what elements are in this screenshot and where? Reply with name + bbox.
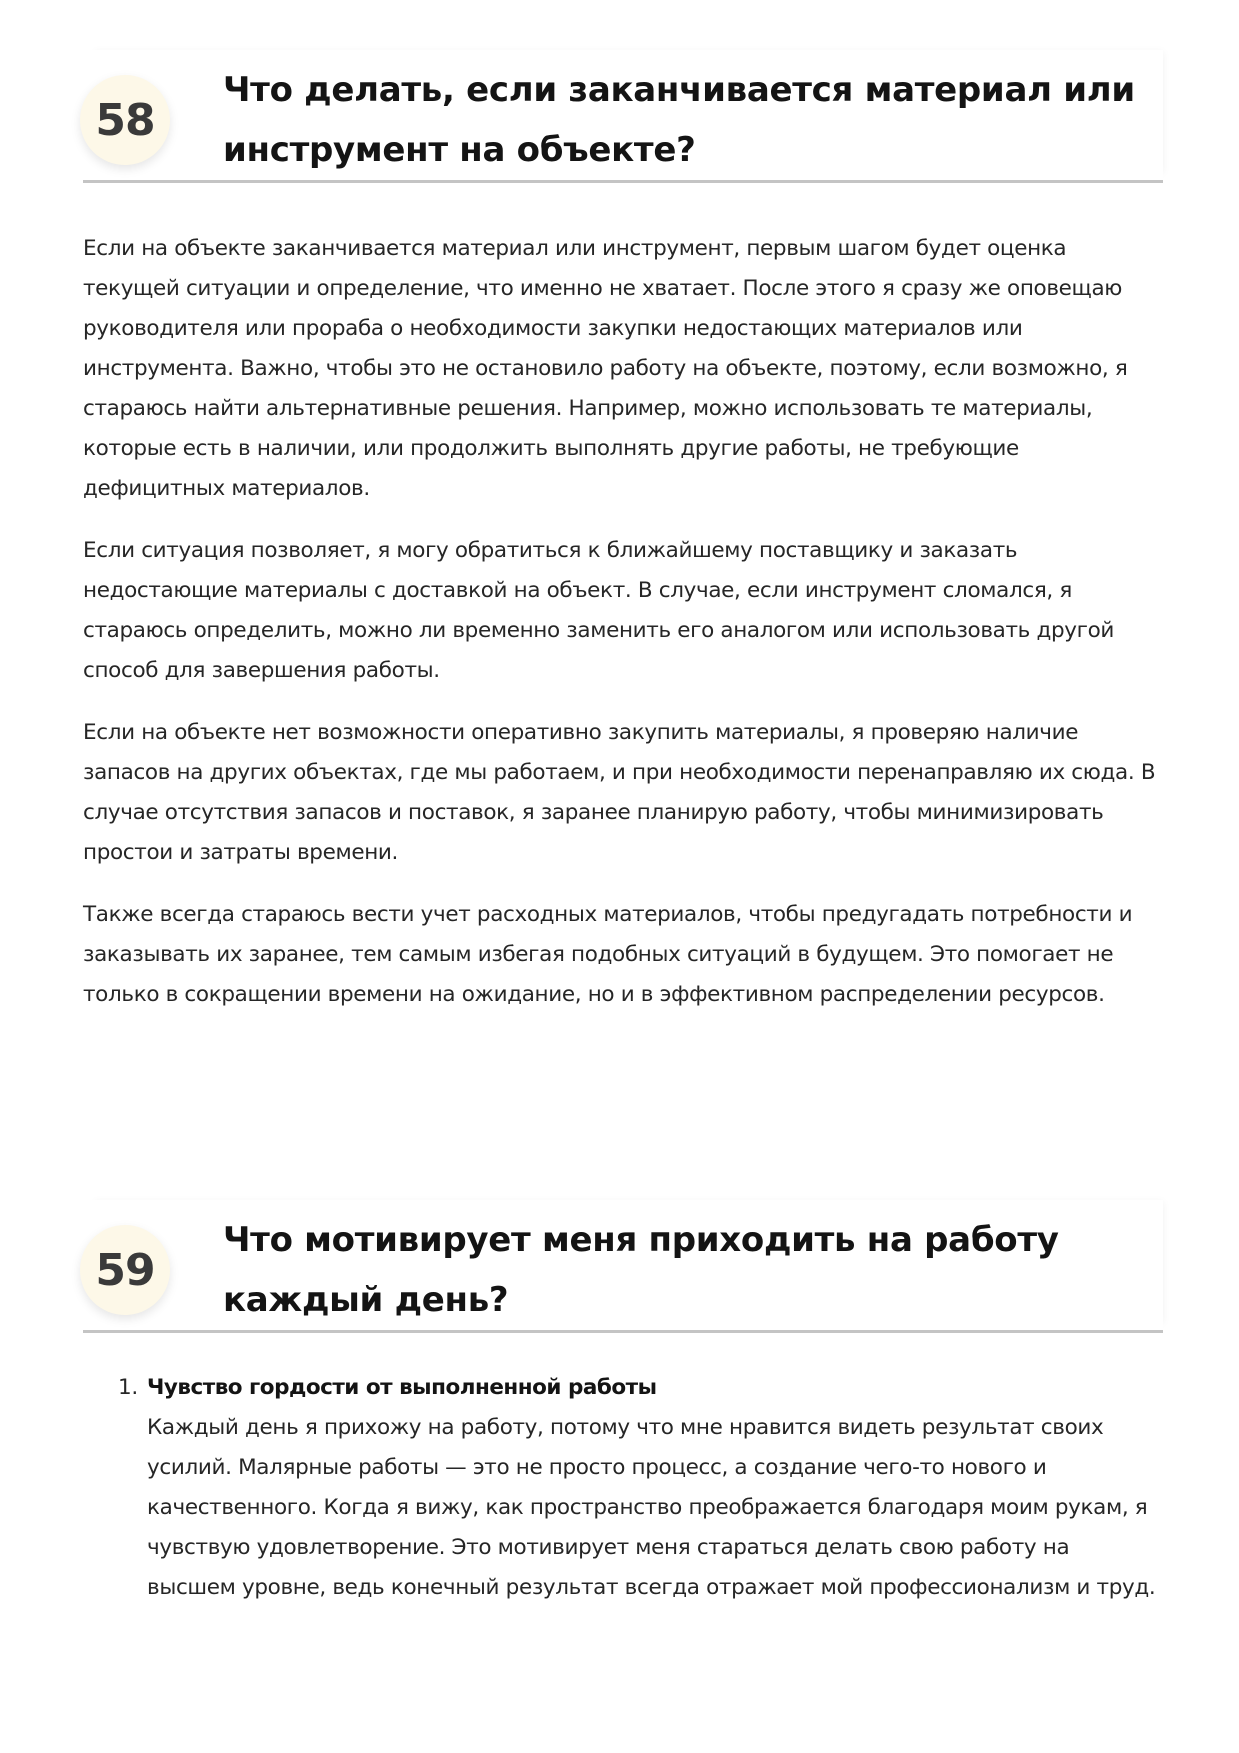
list-marker: 1. [118, 1375, 138, 1400]
answer-paragraph: Если на объекте нет возможности оперативно закупить материалы, я проверяю наличие запасов на других объектах, где мы работаем, и при необходимости перенаправляю их сюда. В случае отсутствия запасов и поставок, я заранее планирую работу, чтобы минимизировать простои и затраты времени. [83, 720, 1156, 865]
question-number-badge: 58 [80, 75, 170, 165]
list-item [83, 1368, 1163, 1608]
question-header [83, 1200, 1163, 1333]
question-number-badge: 59 [80, 1225, 170, 1315]
list-item-title: Чувство гордости от выполненной работы [147, 1375, 657, 1400]
question-section-58 [83, 50, 1163, 1037]
question-title: Что делать, если заканчивается материал или инструмент на объекте? [223, 70, 1135, 170]
answer-body [83, 229, 1163, 1015]
question-section-59 [83, 1200, 1163, 1608]
answer-paragraph: Также всегда стараюсь вести учет расходных материалов, чтобы предугадать потребности и заказывать их заранее, тем самым избегая подобных ситуаций в будущем. Это помогает не только в сокращении времени на ожидание, но и в эффективном распределении ресурсов. [83, 902, 1133, 1007]
question-title: Что мотивирует меня приходить на работу каждый день? [223, 1220, 1059, 1320]
answer-paragraph: Если на объекте заканчивается материал или инструмент, первым шагом будет оценка текущей ситуации и определение, что именно не хватает. После этого я сразу же оповещаю руководителя или прораба о необходимости закупки недостающих материалов или инструмента. Важно, чтобы это не остановило работу на объекте, поэтому, если возможно, я стараюсь найти альтернативные решения. Например, можно использовать те материалы, которые есть в наличии, или продолжить выполнять другие работы, не требующие дефицитных материалов. [83, 236, 1128, 501]
answer-paragraph: Если ситуация позволяет, я могу обратиться к ближайшему поставщику и заказать недостающие материалы с доставкой на объект. В случае, если инструмент сломался, я стараюсь определить, можно ли временно заменить его аналогом или использовать другой способ для завершения работы. [83, 538, 1115, 683]
answer-list [83, 1368, 1163, 1608]
question-header [83, 50, 1163, 183]
list-item-body: Каждый день я прихожу на работу, потому что мне нравится видеть результат своих усилий. Малярные работы — это не просто процесс, а создание чего-то нового и качественного. Когда я вижу, как пространство преображается благодаря моим рукам, я чувствую удовлетворение. Это мотивирует меня стараться делать свою работу на высшем уровне, ведь конечный результат всегда отражает мой профессионализм и труд. [147, 1415, 1156, 1600]
